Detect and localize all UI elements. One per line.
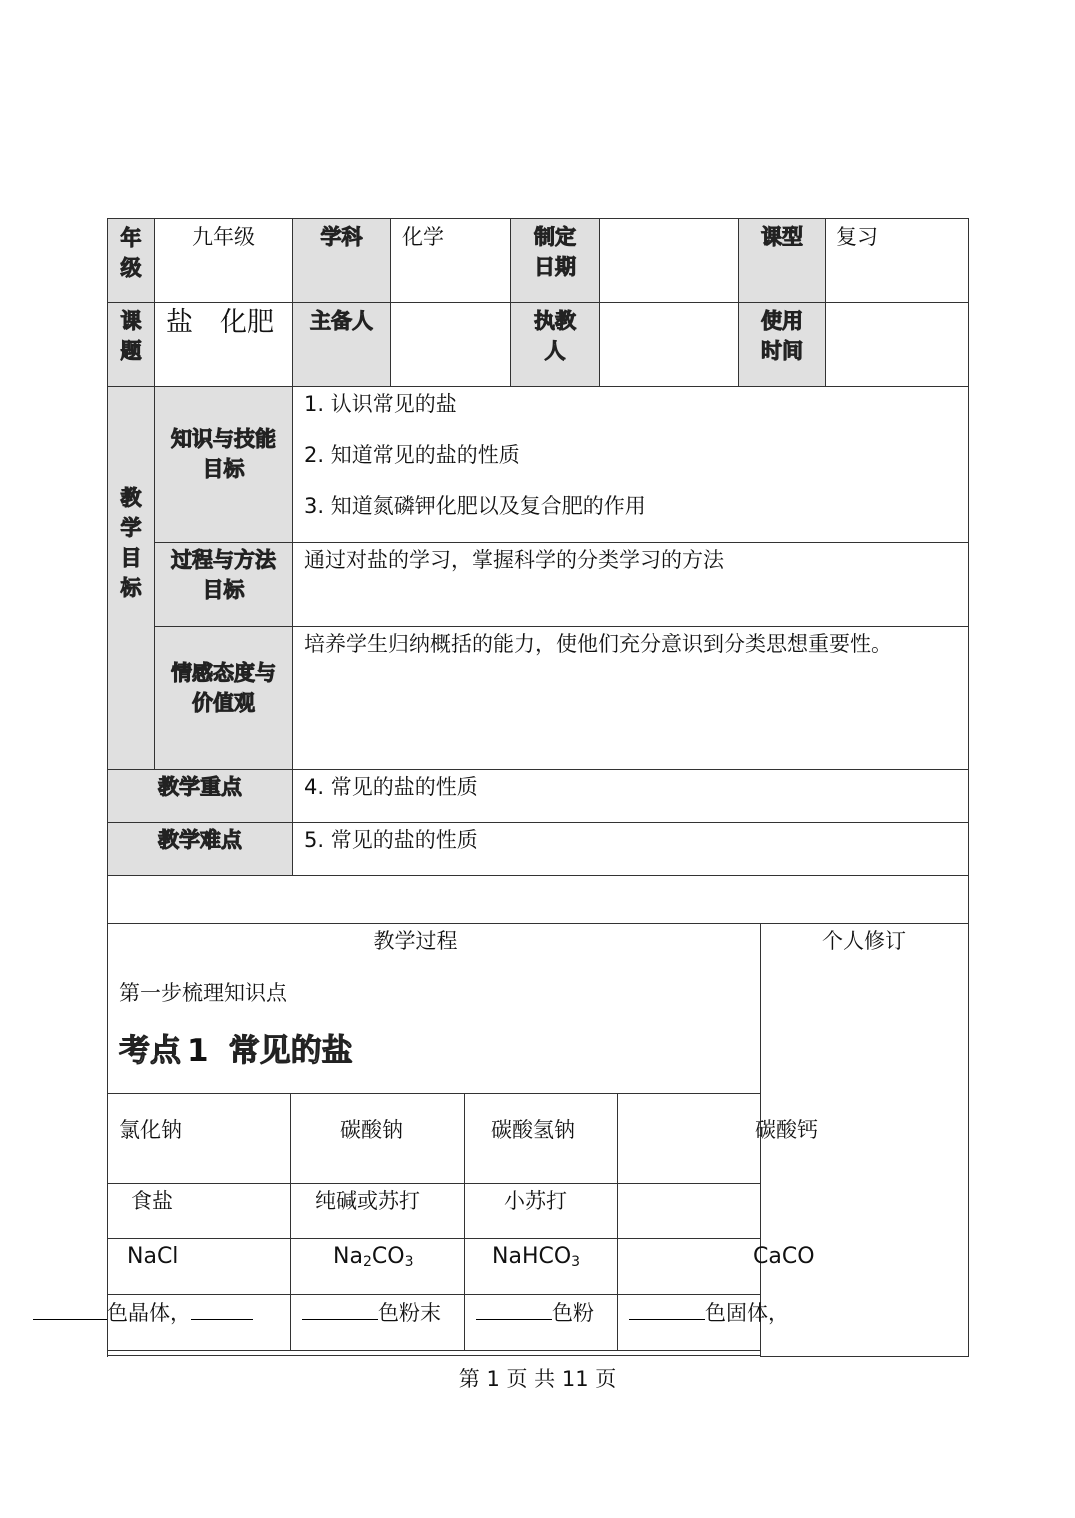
process-text: 通过对盐的学习，掌握科学的分类学习的方法	[304, 548, 724, 572]
grade-label-cell	[107, 218, 155, 303]
difficulty-text: 5. 常见的盐的性质	[304, 828, 478, 852]
salt-property-nahco3	[476, 1298, 594, 1328]
step-text: 第一步梳理知识点	[119, 981, 287, 1005]
salt-formula-nahco3	[492, 1242, 580, 1272]
usetime-value-cell	[825, 302, 969, 387]
key-point-label: 教学重点	[158, 775, 242, 799]
type-label-cell	[738, 218, 826, 303]
property-na2co3-text: 色粉末	[378, 1301, 441, 1325]
salt-name-nahco3: 碳酸氢钠	[491, 1118, 575, 1142]
subject-value-cell	[390, 218, 511, 303]
grade-value-cell	[154, 218, 293, 303]
salts-row-border-2	[107, 1238, 761, 1239]
revision-title: 个人修订	[822, 929, 906, 953]
grade-value: 九年级	[192, 225, 255, 249]
knowledge-item-3: 3. 知道氮磷钾化肥以及复合肥的作用	[304, 494, 646, 518]
formula-caco3-a: CaCO	[753, 1244, 815, 1269]
exam-point-prefix: 考点	[119, 1033, 181, 1069]
salts-table-top-border	[107, 1093, 761, 1094]
salts-col-border-2	[464, 1093, 465, 1351]
salts-col-border-3	[617, 1093, 618, 1351]
preparer-label: 主备人	[310, 309, 373, 333]
process-label-cell	[154, 542, 293, 627]
teacher-value-cell	[599, 302, 739, 387]
knowledge-content-cell	[292, 386, 969, 543]
process-label: 过程与方法目标	[171, 548, 276, 602]
blank-line[interactable]	[191, 1299, 253, 1320]
usetime-label-cell	[738, 302, 826, 387]
knowledge-label-cell	[154, 386, 293, 543]
emotion-label: 情感态度与价值观	[171, 661, 276, 715]
salts-table-bottom-border	[107, 1355, 761, 1356]
salt-formula-nacl	[127, 1242, 178, 1272]
key-point-label-cell	[107, 769, 293, 823]
knowledge-label: 知识与技能目标	[171, 427, 276, 481]
salt-property-na2co3	[302, 1298, 441, 1328]
process-content-cell	[292, 542, 969, 627]
usetime-label: 使用时间	[761, 309, 803, 363]
formula-nahco3-a: NaHCO	[492, 1244, 572, 1269]
topic-label-cell	[107, 302, 155, 387]
salts-col-border-1	[290, 1093, 291, 1351]
grade-label: 年级	[120, 226, 142, 280]
blank-line[interactable]	[302, 1299, 378, 1320]
difficulty-label-cell	[107, 822, 293, 876]
formula-nahco3-sub: 3	[571, 1254, 581, 1270]
empty-row	[107, 875, 969, 924]
salt-formula-caco3	[753, 1242, 815, 1272]
blank-line[interactable]	[629, 1299, 705, 1320]
formula-na2co3-sub1: 2	[362, 1254, 372, 1270]
date-value-cell	[599, 218, 739, 303]
date-label-cell	[510, 218, 600, 303]
formula-na2co3-b: CO	[371, 1244, 405, 1269]
blank-line[interactable]	[476, 1299, 552, 1320]
topic-value: 盐 化肥	[166, 307, 274, 338]
preparer-label-cell	[292, 302, 391, 387]
type-value: 复习	[836, 225, 878, 249]
objectives-label-cell	[107, 386, 155, 770]
type-value-cell	[825, 218, 969, 303]
salt-common-na2co3: 纯碱或苏打	[315, 1189, 420, 1213]
subject-label-cell	[292, 218, 391, 303]
knowledge-item-1: 1. 认识常见的盐	[304, 392, 457, 416]
property-nacl-text: 色晶体，	[107, 1301, 191, 1325]
objectives-label: 教学目标	[120, 486, 142, 600]
property-caco3-text: 色固体，	[705, 1301, 789, 1325]
salt-common-nahco3: 小苏打	[504, 1189, 567, 1213]
salt-property-nacl	[33, 1298, 253, 1328]
difficulty-content-cell	[292, 822, 969, 876]
teacher-label-cell	[510, 302, 600, 387]
salt-formula-na2co3	[333, 1242, 413, 1272]
salts-row-border-1	[107, 1183, 761, 1184]
salt-property-caco3	[629, 1298, 789, 1328]
key-point-text: 4. 常见的盐的性质	[304, 775, 478, 799]
exam-point-title: 常见的盐	[228, 1033, 353, 1069]
formula-na2co3-a: Na	[333, 1244, 363, 1269]
topic-label: 课题	[120, 309, 142, 363]
formula-nacl-text: NaCl	[127, 1244, 179, 1269]
salts-row-border-4	[107, 1350, 761, 1351]
exam-point-heading	[119, 1031, 353, 1071]
page-number: 第 1 页 共 11 页	[458, 1367, 617, 1391]
process-title: 教学过程	[373, 929, 458, 953]
salts-row-border-3	[107, 1294, 761, 1295]
emotion-text: 培养学生归纳概括的能力，使他们充分意识到分类思想重要性。	[304, 632, 892, 656]
date-label: 制定日期	[534, 225, 576, 279]
key-point-content-cell	[292, 769, 969, 823]
salt-name-nacl: 氯化钠	[119, 1118, 182, 1142]
type-label: 课型	[761, 225, 803, 249]
topic-value-cell	[154, 302, 293, 387]
salt-name-caco3: 碳酸钙	[755, 1118, 818, 1142]
exam-point-number: 1	[187, 1033, 209, 1069]
preparer-value-cell	[390, 302, 511, 387]
emotion-label-cell	[154, 626, 293, 770]
difficulty-label: 教学难点	[158, 828, 242, 852]
blank-line[interactable]	[33, 1299, 107, 1320]
emotion-content-cell	[292, 626, 969, 770]
teacher-label: 执教人	[534, 309, 576, 363]
process-main-cell	[107, 923, 761, 1357]
property-nahco3-text: 色粉	[552, 1301, 594, 1325]
subject-value: 化学	[402, 225, 444, 249]
knowledge-item-2: 2. 知道常见的盐的性质	[304, 443, 520, 467]
salt-common-nacl: 食盐	[131, 1189, 173, 1213]
subject-label: 学科	[320, 225, 363, 249]
formula-na2co3-sub2: 3	[404, 1254, 414, 1270]
salt-name-na2co3: 碳酸钠	[340, 1118, 403, 1142]
